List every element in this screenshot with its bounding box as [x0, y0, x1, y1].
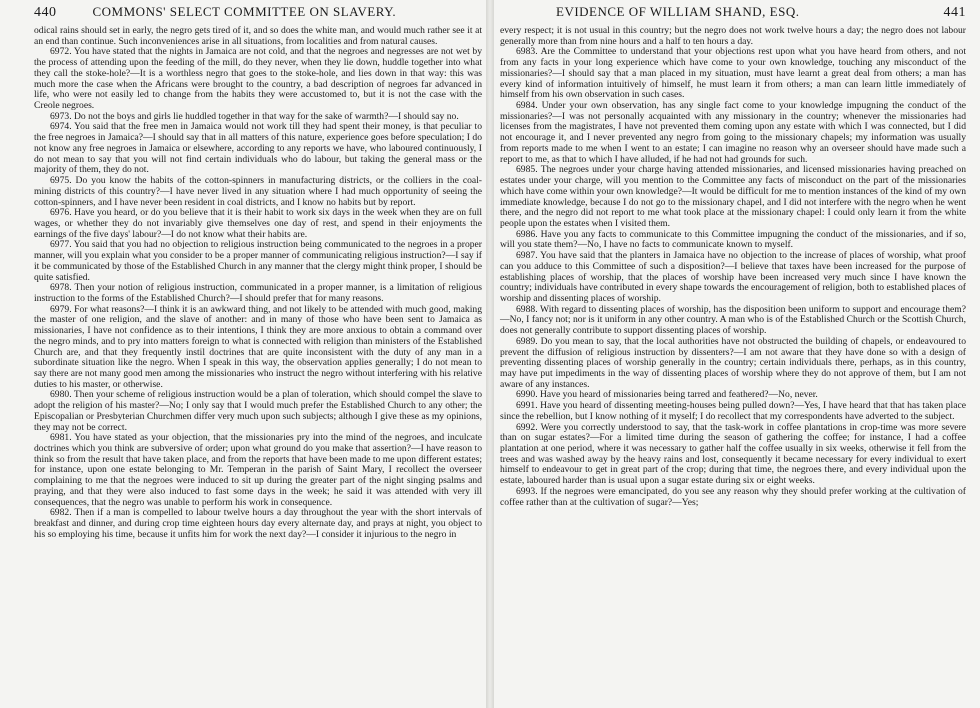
- paragraph: 6972. You have stated that the nights in Jamaica are not cold, and that the negroes and negresses are not wet by the process of attending upon the feeding of the mill, do they never, when they lie down, huddle together into what they call the stoke-hole?—It is a worthless negro that goes to the stoke-hole, and lies down in that way: this was much more the case when the Africans were brought to the country, a bad description of negroes far advanced in life, who were not easily led to change from the habits they were accustomed to, but it is not the case with the Creole negroes.: [34, 46, 482, 112]
- paragraph: 6981. You have stated as your objection, that the missionaries pry into the mind of the negroes, and inculcate doctrines which you think are subversive of order; upon what ground do you make that assertion?—I have reason to think so from the result that have taken place, and from the reports that have been made to me upon different estates; for instance, upon one estate belonging to Mr. Temperan in the parish of Saint Mary, I recollect the overseer complaining to me that the negroes were induced to sit up during the greater part of the night singing psalms and praying, and that they were also induced to fast some days in the week; he said it was attended with very ill consequences, that the negro was unable to perform his work in consequence.: [34, 432, 482, 508]
- paragraph: 6975. Do you know the habits of the cotton-spinners in manufacturing districts, or the colliers in the coal-mining districts of this country?—I have never lived in any situation where I had much opportunity of seeing the cotton-spinners, and I have never been resident in coal districts, and I know no habits but by report.: [34, 175, 482, 208]
- paragraph: 6974. You said that the free men in Jamaica would not work till they had spent their money, is that peculiar to the free negroes in Jamaica?—I should say that in all matters of this nature, experience goes before speculation; I do not know any free negroes in Jamaica or elsewhere, according to any reports we have, who laboured continuously, I do not mean to say that you will not find certain individuals who do labour, but taking the general mass or the majority of them, they do not.: [34, 121, 482, 176]
- left-page-body: [34, 26, 482, 541]
- running-title: COMMONS' SELECT COMMITTEE ON SLAVERY.: [92, 4, 397, 19]
- right-page: [494, 0, 980, 708]
- paragraph: 6980. Then your scheme of religious instruction would be a plan of toleration, which should compel the slave to adopt the religion of his master?—No; I only say that I would much prefer the Established Church to any other; the Episcopalian or Presbyterian Churchmen differ very much upon such subjects; although I give these as my opinions, they may not be correct.: [34, 389, 482, 433]
- paragraph: 6989. Do you mean to say, that the local authorities have not obstructed the building of chapels, or endeavoured to prevent the diffusion of religious instruction by dissenters?—I am not aware that they have done so with a design of preventing dissenting places of worship generally in the country; certain individuals there, perhaps, as in this country, may have put impediments in the way of dissenting places of worship where they do not approve of them, but I am not aware of any instances.: [500, 335, 966, 390]
- paragraph: 6990. Have you heard of missionaries being tarred and feathered?—No, never.: [516, 389, 818, 401]
- left-page: [0, 0, 486, 708]
- right-page-body: [500, 26, 966, 508]
- paragraph: odical rains should set in early, the negro gets tired of it, and so does the white man, and would much rather see it at an end than continue. Such inconveniences arise in all situations, from localities and from natural causes.: [34, 25, 482, 47]
- paragraph: 6973. Do not the boys and girls lie huddled together in that way for the sake of warmth?—I should say no.: [50, 110, 459, 122]
- book-gutter: [486, 0, 494, 708]
- paragraph: 6987. You have said that the planters in Jamaica have no objection to the increase of places of worship, what proof can you adduce to this Committee of such a disposition?—I believe that taxes have been increased for the purpose of establishing places of worship, that the places of worship have been increased very much since I have known the country; individuals have contributed in every shape towards the encouragement of religion, both to established places of worship and dissenting places of worship.: [500, 250, 966, 304]
- paragraph: 6976. Have you heard, or do you believe that it is their habit to work six days in the week when they are on full wages, or whether they do not invariably give themselves one day of rest, and spend in their enjoyments the earnings of the five days' labour?—I do not know what their habits are.: [34, 207, 482, 240]
- paragraph: 6978. Then your notion of religious instruction, communicated in a proper manner, is a limitation of religious instruction to the forms of the Established Church?—I should prefer that for many reasons.: [34, 282, 482, 304]
- paragraph: 6986. Have you any facts to communicate to this Committee impugning the conduct of the missionaries, and if so, will you state them?—No, I have no facts to communicate known to myself.: [500, 228, 966, 251]
- paragraph: 6984. Under your own observation, has any single fact come to your knowledge impugning the conduct of the missionaries?—I was not personally acquainted with any missionary in the country; whenever the missionaries had licenses from the magistrates, I have not prevented them coming upon any estate with which I was connected, but I did not encourage it, and I never prevented any negro from going to the missionary chapels; my information was usually from reports made to me when I went to an estate; I can imagine no reason why an overseer should have made such a report to me, as that to which I have alluded, if he had not had grounds for such.: [500, 100, 966, 165]
- paragraph: 6991. Have you heard of dissenting meeting-houses being pulled down?—Yes, I have heard that that has taken place since the rebellion, but I know nothing of it myself; I do recollect that my correspondents have adverted to the subject.: [500, 400, 966, 422]
- running-title: EVIDENCE OF WILLIAM SHAND, ESQ.: [556, 4, 800, 19]
- paragraph: 6983. Are the Committee to understand that your objections rest upon what you have heard from others, and not from any facts in your long experience which have come to your own knowledge, touching any misconduct of the missionaries?—I should say that a man placed in my situation, must have learnt a great deal from others; a man has every kind of information intuitively of himself, he must learn it from others; a man can learn little immediately of himself from his own observation in such cases.: [500, 46, 966, 101]
- paragraph: 6979. For what reasons?—I think it is an awkward thing, and not likely to be attended with much good, making the master of one religion, and the slave of another: and in many of those who have been sent to Jamaica as missionaries, I have not confidence as to their intentions, I think they are more anxious to obtain a command over the negro minds, and to pry into matters foreign to what is connected with religion than ministers of the Established Church are, and that they frequently instil doctrines that are quite inconsistent with the duty of any man in a subordinate situation like the negro. When I speak in this way, the observation applies generally; I do not mean to say there are not many good men among the missionaries who instruct the negro without interfering with his relative duties to his master, or otherwise.: [34, 303, 482, 390]
- paragraph: 6993. If the negroes were emancipated, do you see any reason why they should prefer working at the cultivation of coffee rather than at the cultivation of sugar?—Yes;: [500, 485, 966, 508]
- page-number: 441: [943, 5, 966, 20]
- left-page-header: [34, 4, 478, 24]
- paragraph: 6977. You said that you had no objection to religious instruction being communicated to the negroes in a proper manner, will you explain what you consider to be a proper manner of communicating religious instruction?—I say if it be communicated by those of the Established Church in any manner that the clergy might think proper, I should be quite satisfied.: [34, 239, 482, 283]
- paragraph: 6992. Were you correctly understood to say, that the task-work in coffee plantations in crop-time was more severe than on sugar estates?—For a limited time during the season of gathering the coffee; for instance, I had a coffee plantation at one period, where it was necessary to gather half the coffee usually in six weeks, otherwise it fell from the trees and was washed away by the heavy rains and lost, consequently it became necessary for every individual to exert himself to endeavour to get in great part of the crop; during that time, the negroes there, and every individual upon the estate, laboured harder than is usual upon a sugar estate during six or eight weeks.: [500, 421, 966, 487]
- paragraph: every respect; it is not usual in this country; but the negro does not work twelve hours a day; the negro does not labour generally more than from nine hours and a half to ten hours a day.: [500, 25, 966, 47]
- paragraph: 6988. With regard to dissenting places of worship, has the disposition been uniform to support and encourage them?—No, I fancy not; nor is it uniform in any other country. A man who is of the Established Church or the Scottish Church, does not generally contribute to support dissenting places of worship.: [500, 303, 966, 337]
- paragraph: 6985. The negroes under your charge having attended missionaries, and licensed missionaries having preached on estates under your charge, will you mention to the Committee any facts of misconduct on the part of the missionaries which have come within your own knowledge?—It would be difficult for me to mention instances of the kind of my own immediate knowledge, because I do not go to the missionary chapel, and I did not interfere with the negro when he went there, and the negro did not report to me what took place at the missionary chapel: I could only learn it from the white people upon the estates when I visited them.: [500, 164, 966, 229]
- page-number: 440: [34, 5, 57, 20]
- paragraph: 6982. Then if a man is compelled to labour twelve hours a day throughout the year with the short intervals of breakfast and dinner, and during crop time eighteen hours day every alternate day, and prays at night, you object to his so employing his time, because it unfits him for work the next day?—I consider it injurious to the negro in: [34, 507, 482, 540]
- right-page-header: [498, 4, 966, 24]
